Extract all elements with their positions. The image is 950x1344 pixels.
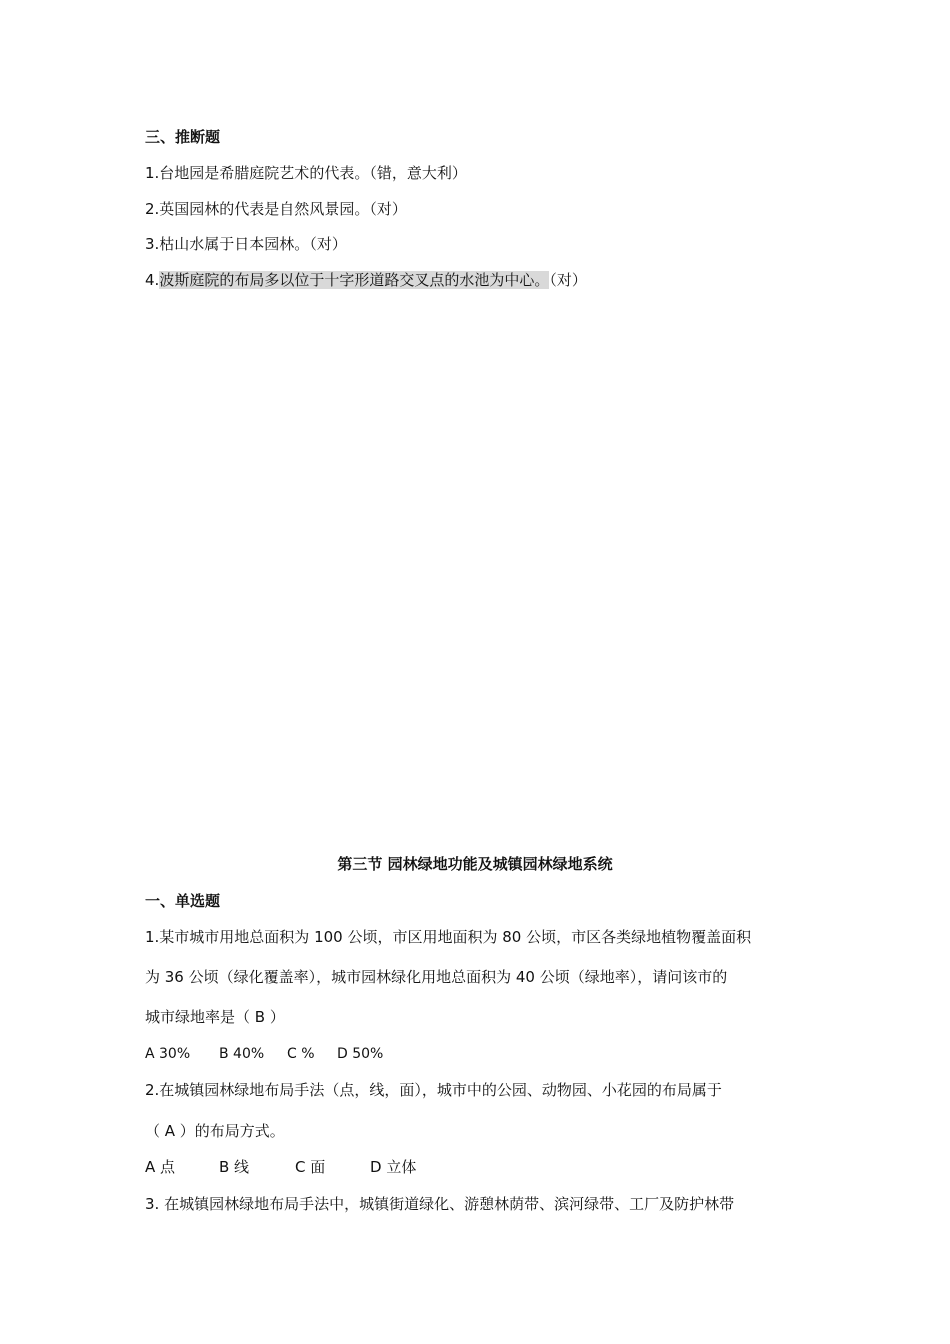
question-2-option-a: A 点: [145, 1158, 176, 1176]
question-1-option-c: C %: [287, 1046, 315, 1062]
judgement-item-2: 2.英国园林的代表是自然风景园。（对）: [145, 200, 407, 218]
judgement-item-3: 3.枯山水属于日本园林。（对）: [145, 235, 347, 253]
question-2-line-1: 2.在城镇园林绿地布局手法（点，线，面），城市中的公园、动物园、小花园的布局属于: [145, 1081, 722, 1099]
question-1-option-a: A 30%: [145, 1046, 191, 1062]
question-2-line-2: （ A ）的布局方式。: [145, 1122, 285, 1140]
question-1-options: [145, 1044, 383, 1064]
question-1-line-3: 城市绿地率是（ B ）: [145, 1008, 285, 1026]
question-2-options: [145, 1157, 416, 1177]
question-1-option-d: D 50%: [337, 1046, 384, 1062]
judgement-item-1: 1.台地园是希腊庭院艺术的代表。（错，意大利）: [145, 164, 467, 182]
question-1-option-b: B 40%: [219, 1046, 265, 1062]
question-1-line-2: 为 36 公顷（绿化覆盖率），城市园林绿化用地总面积为 40 公顷（绿地率），请问该市的: [145, 968, 728, 986]
question-3-line-1: 3. 在城镇园林绿地布局手法中，城镇街道绿化、游憩林荫带、滨河绿带、工厂及防护林带: [145, 1195, 735, 1213]
chapter-title: 第三节 园林绿地功能及城镇园林绿地系统: [337, 855, 613, 873]
judgement-item-4: [145, 270, 587, 290]
section-heading-judgement: 三、推断题: [145, 128, 221, 146]
judgement-item-4-number: 4.: [145, 271, 160, 289]
judgement-item-4-answer: （对）: [549, 271, 587, 289]
question-2-option-d: D 立体: [370, 1158, 417, 1176]
section-heading-single-choice: 一、单选题: [145, 892, 221, 910]
question-1-line-1: 1.某市城市用地总面积为 100 公顷，市区用地面积为 80 公顷，市区各类绿地植物覆盖面积: [145, 928, 752, 946]
judgement-item-4-highlighted-text: 波斯庭院的布局多以位于十字形道路交叉点的水池为中心。: [159, 271, 550, 289]
question-2-option-c: C 面: [295, 1158, 326, 1176]
question-2-option-b: B 线: [219, 1158, 250, 1176]
